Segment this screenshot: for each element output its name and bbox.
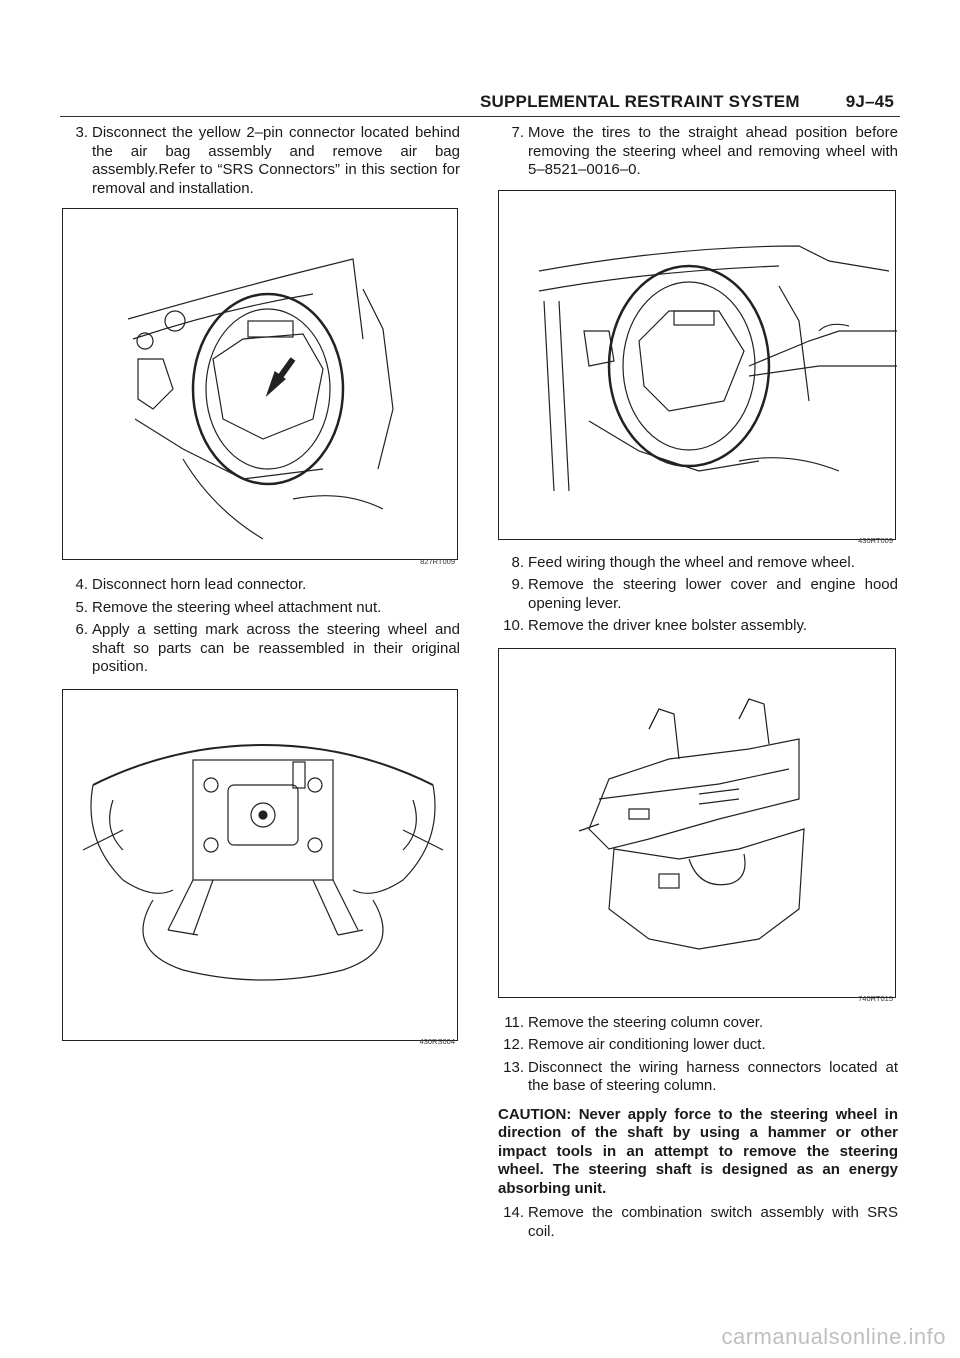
step-text: Disconnect horn lead connector. (92, 576, 307, 593)
step-number: 9. (511, 576, 524, 593)
step-8 (498, 554, 898, 573)
figure-steering-wheel-removal (498, 190, 896, 545)
left-column (62, 124, 460, 1046)
step-number: 10. (503, 617, 524, 634)
dashboard-illustration (63, 209, 459, 561)
step-3 (62, 124, 460, 198)
step-number: 8. (511, 553, 524, 571)
step-text: Remove the driver knee bolster assembly. (528, 617, 808, 634)
step-6 (62, 621, 460, 677)
figure-code: 430RS004 (419, 1037, 455, 1046)
steering-wheel-illustration (63, 690, 459, 1042)
step-text: Disconnect the yellow 2–pin connector located behind the air bag assembly and remove air bag assembly.Refer to “SRS Connectors” in this section for removal and installation. (92, 124, 460, 197)
step-5 (62, 599, 460, 618)
figure-steering-wheel-rear (62, 689, 458, 1046)
figure-code: 827RT009 (420, 556, 455, 566)
section-title: SUPPLEMENTAL RESTRAINT SYSTEM (480, 92, 800, 111)
right-column (498, 124, 898, 1245)
step-text: Remove air conditioning lower duct. (528, 1036, 766, 1053)
step-number: 12. (503, 1036, 524, 1053)
step-13 (498, 1059, 898, 1096)
caution-note: CAUTION: Never apply force to the steering wheel in direction of the shaft by using a hammer or other impact tools in an attempt to remove the steering wheel. The steering shaft is designed as an energy absorbing unit. (498, 1105, 898, 1197)
header-rule (60, 116, 900, 117)
step-number: 11. (504, 1013, 524, 1031)
step-text: Feed wiring though the wheel and remove wheel. (528, 553, 855, 571)
step-10 (498, 617, 898, 636)
figure-knee-bolster (498, 648, 896, 1003)
step-9 (498, 576, 898, 613)
page-header (480, 92, 894, 114)
step-4 (62, 576, 460, 595)
step-11 (498, 1014, 898, 1033)
step-number: 3. (75, 124, 88, 141)
step-number: 6. (75, 621, 88, 638)
figure-airbag-connector (62, 208, 458, 566)
knee-bolster-illustration (499, 649, 897, 999)
step-text: Remove the steering lower cover and engine hood opening lever. (528, 576, 898, 612)
step-text: Disconnect the wiring harness connectors located at the base of steering column. (528, 1058, 898, 1094)
step-number: 5. (75, 598, 88, 616)
step-12 (498, 1036, 898, 1055)
wheel-puller-illustration (499, 191, 897, 541)
step-7 (498, 124, 898, 180)
step-number: 7. (511, 124, 524, 141)
step-number: 4. (75, 576, 88, 593)
step-number: 14. (503, 1204, 524, 1221)
page-number: 9J–45 (845, 92, 894, 111)
step-text: Remove the steering column cover. (528, 1013, 764, 1031)
figure-code: 740RT015 (858, 994, 893, 1003)
step-text: Remove the combination switch assembly with SRS coil. (528, 1204, 898, 1240)
step-text: Remove the steering wheel attachment nut. (92, 598, 382, 616)
watermark: carmanualsonline.info (721, 1324, 946, 1349)
step-number: 13. (503, 1058, 524, 1076)
step-text: Move the tires to the straight ahead position before removing the steering wheel and removing wheel with 5–8521–0016–0. (528, 124, 898, 178)
step-14 (498, 1204, 898, 1241)
step-text: Apply a setting mark across the steering wheel and shaft so parts can be reassembled in their original position. (92, 621, 460, 675)
figure-code: 430RT009 (858, 536, 893, 545)
